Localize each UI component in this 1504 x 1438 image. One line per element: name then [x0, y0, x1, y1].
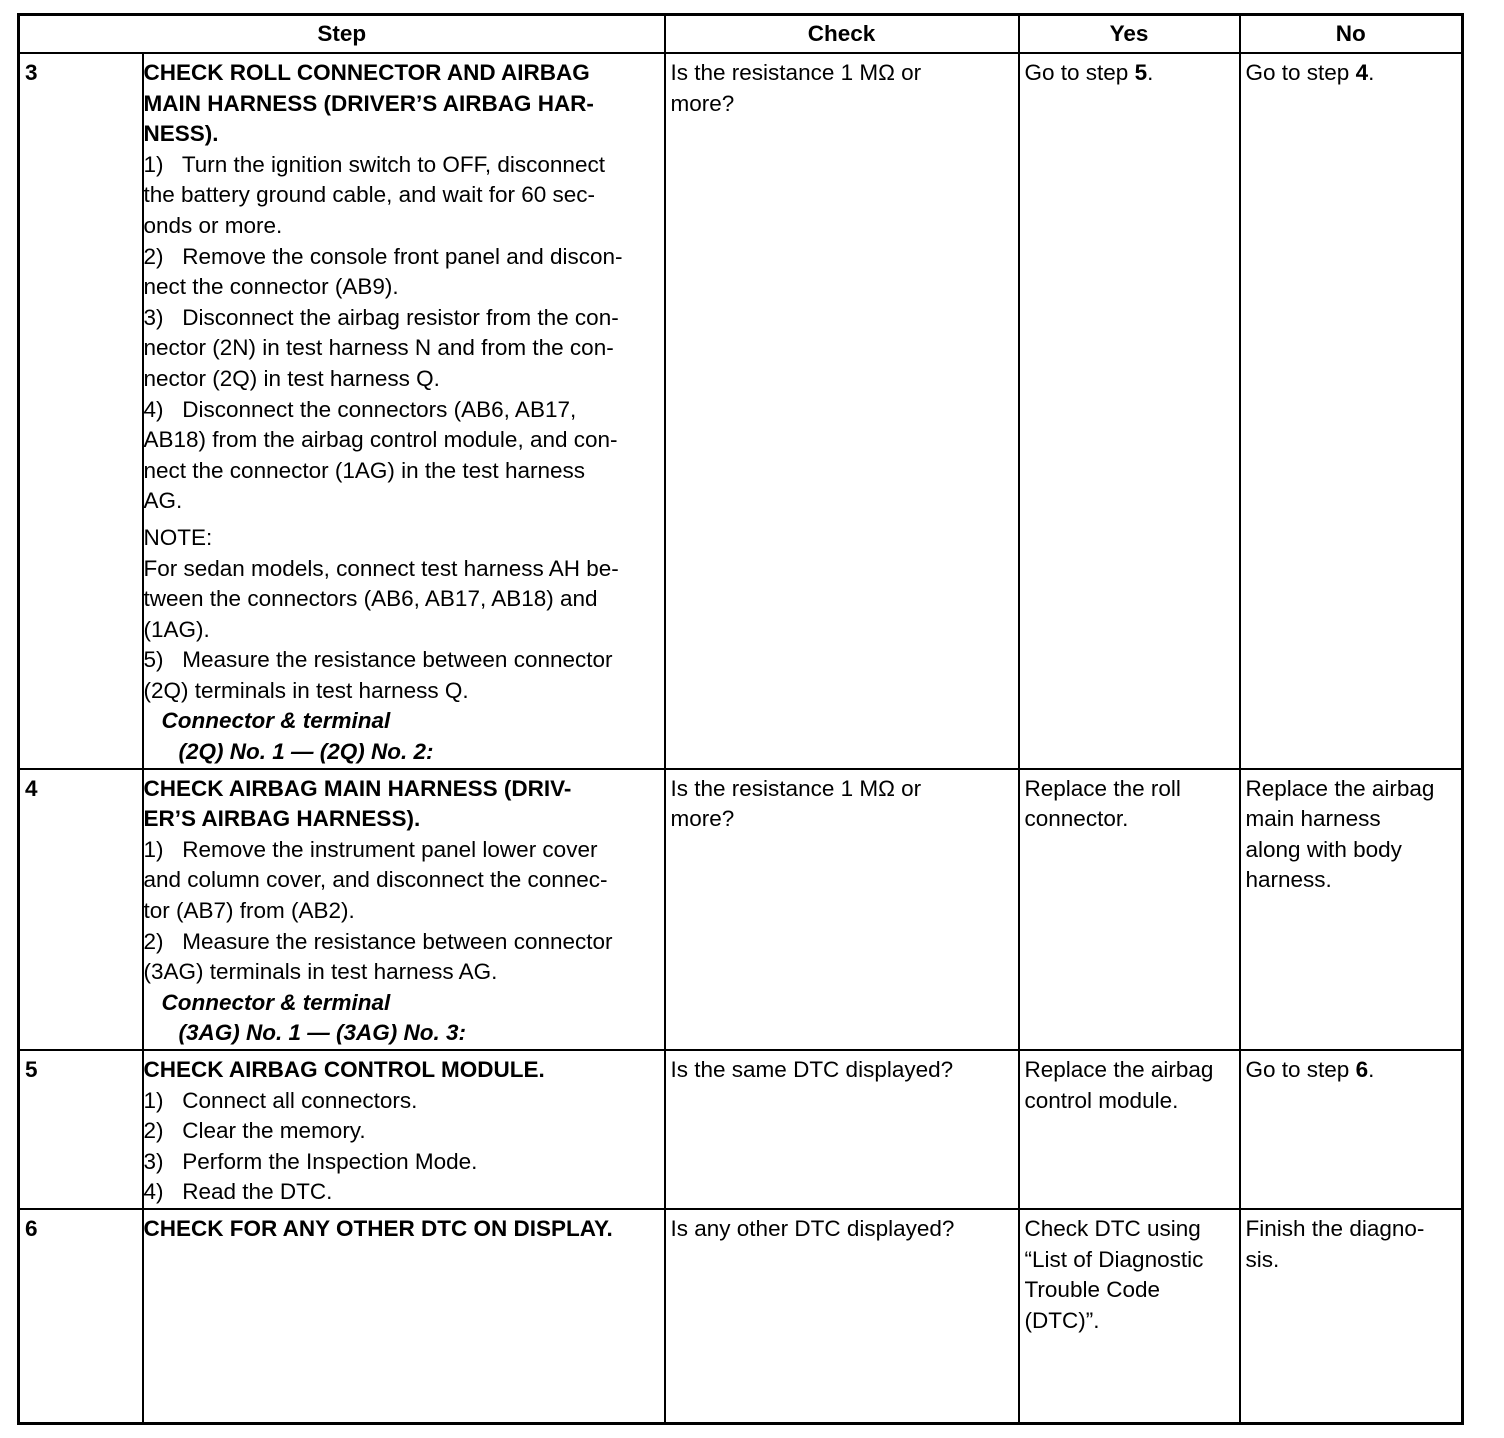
step-title: CHECK AIRBAG MAIN HARNESS (DRIV- ER’S AIRBAG HARNESS). — [143, 775, 572, 832]
no-cell: Finish the diagno- sis. — [1240, 1209, 1463, 1424]
step-content — [143, 53, 665, 769]
step-content — [143, 1209, 665, 1424]
check-cell: Is any other DTC displayed? — [665, 1209, 1019, 1424]
step-number: 6 — [19, 1209, 143, 1424]
procedure-step: 1) Turn the ignition switch to OFF, disconnect the battery ground cable, and wait for 60 sec- onds or more. — [143, 151, 605, 238]
header-check: Check — [665, 15, 1019, 54]
check-cell: Is the resistance 1 MΩ or more? — [665, 769, 1019, 1050]
procedure-step: 5) Measure the resistance between connector (2Q) terminals in test harness Q. — [143, 647, 613, 703]
yes-cell: Replace the airbag control module. — [1019, 1050, 1240, 1209]
table-row — [19, 769, 1463, 1050]
procedure-step: 4) Disconnect the connectors (AB6, AB17, AB18) from the airbag control module, and con- nect the connector (1AG) in the test harness AG. — [143, 396, 618, 514]
terminal-label: Connector & terminal — [161, 708, 391, 734]
procedure-step: 1) Connect all connectors. — [143, 1087, 418, 1113]
procedure-step: 2) Remove the console front panel and discon- nect the connector (AB9). — [143, 243, 623, 300]
procedure-step: 3) Perform the Inspection Mode. — [143, 1148, 478, 1174]
table-row — [19, 53, 1463, 769]
table-row — [19, 1209, 1463, 1424]
no-cell: Replace the airbag main harness along with body harness. — [1240, 769, 1463, 1050]
header-row — [19, 15, 1463, 54]
note: NOTE: For sedan models, connect test harness AH be- tween the connectors (AB6, AB17, AB18) and (1AG). — [144, 523, 660, 645]
note-label: NOTE: — [143, 524, 213, 550]
no-cell: Go to step 6. — [1240, 1050, 1463, 1209]
check-cell: Is the resistance 1 MΩ or more? — [665, 53, 1019, 769]
header-step: Step — [19, 15, 665, 54]
yes-cell: Check DTC using “List of Diagnostic Trouble Code (DTC)”. — [1019, 1209, 1240, 1424]
check-cell: Is the same DTC displayed? — [665, 1050, 1019, 1209]
procedure-step: 4) Read the DTC. — [143, 1179, 333, 1205]
step-content — [143, 1050, 665, 1209]
no-cell: Go to step 4. — [1240, 53, 1463, 769]
procedure-step: 2) Measure the resistance between connector (3AG) terminals in test harness AG. — [143, 928, 613, 985]
procedure-step: 3) Disconnect the airbag resistor from the con- nector (2N) in test harness N and from the con- nector (2Q) in test harness Q. — [143, 304, 619, 391]
step-title: CHECK ROLL CONNECTOR AND AIRBAG MAIN HARNESS (DRIVER’S AIRBAG HAR- NESS). — [143, 60, 594, 147]
step-title: CHECK AIRBAG CONTROL MODULE. — [143, 1057, 545, 1082]
yes-cell: Go to step 5. — [1019, 53, 1240, 769]
step-number: 3 — [19, 53, 143, 769]
terminal-value: (3AG) No. 1 — (3AG) No. 3: — [178, 1020, 467, 1046]
step-title: CHECK FOR ANY OTHER DTC ON DISPLAY. — [143, 1216, 613, 1241]
step-number: 5 — [19, 1050, 143, 1209]
table-row — [19, 1050, 1463, 1209]
header-yes: Yes — [1019, 15, 1240, 54]
header-no: No — [1240, 15, 1463, 54]
step-content — [143, 769, 665, 1050]
terminal-value: (2Q) No. 1 — (2Q) No. 2: — [178, 739, 434, 765]
diagnostic-table — [17, 13, 1464, 1425]
procedure-step: 2) Clear the memory. — [143, 1118, 366, 1144]
step-number: 4 — [19, 769, 143, 1050]
yes-cell: Replace the roll connector. — [1019, 769, 1240, 1050]
terminal-label: Connector & terminal — [161, 989, 391, 1015]
procedure-step: 1) Remove the instrument panel lower cover and column cover, and disconnect the connec- tor (AB7) from (AB2). — [143, 836, 608, 924]
